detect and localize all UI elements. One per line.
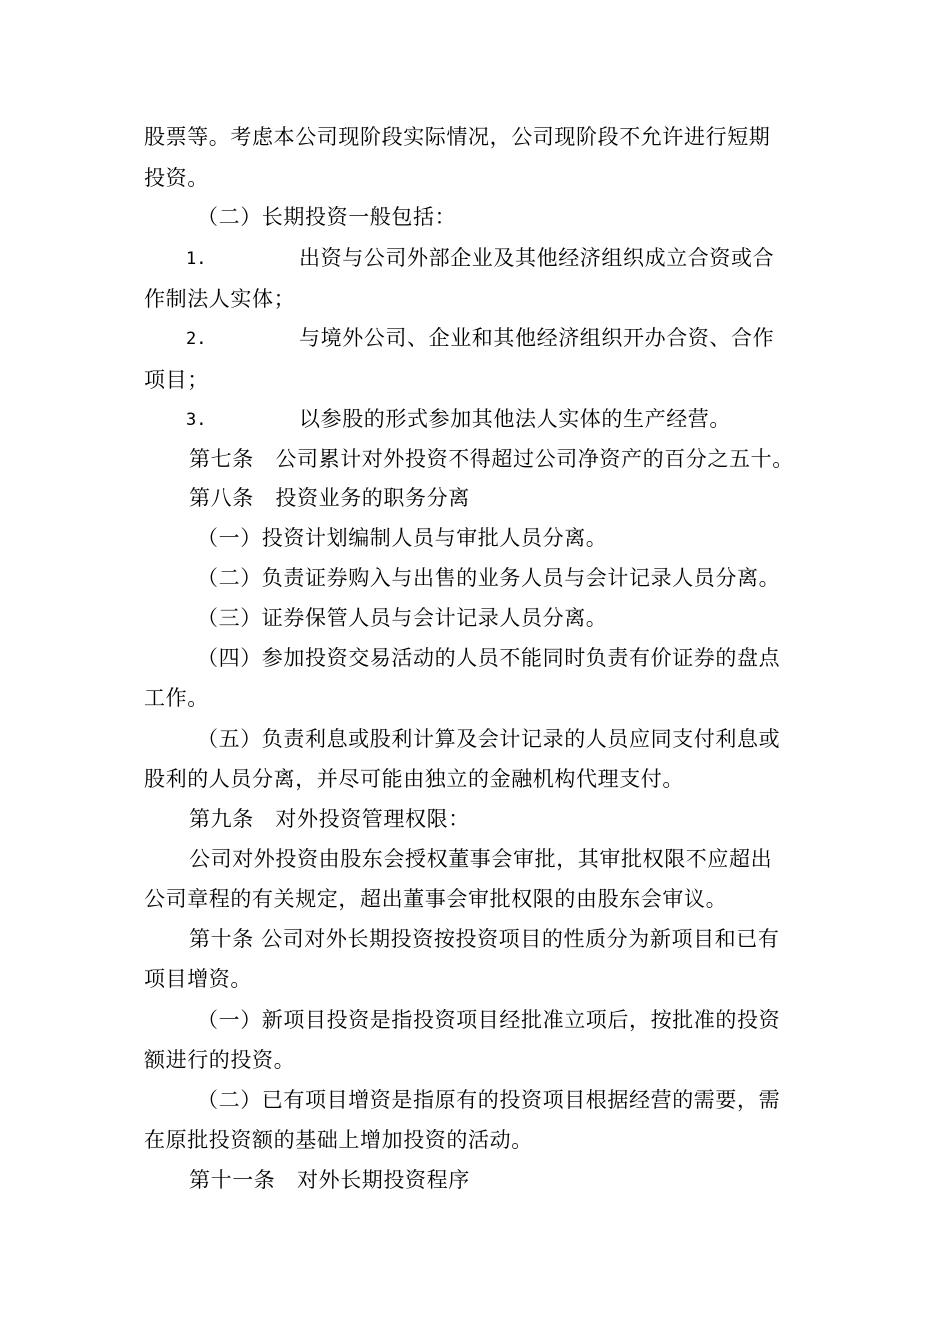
paragraph-line: 额进行的投资。 [144,1048,296,1072]
paragraph-line: 投资。 [144,166,209,190]
paragraph-line: （四）参加投资交易活动的人员不能同时负责有价证券的盘点 [197,646,781,670]
list-item-text: 以参股的形式参加其他法人实体的生产经营。 [299,407,731,431]
paragraph-line: 股票等。考虑本公司现阶段实际情况，公司现阶段不允许进行短期 [144,125,771,149]
list-number: 1. [186,249,207,269]
paragraph-line: （一）新项目投资是指投资项目经批准立项后，按批准的投资 [197,1008,781,1032]
article-line: 第七条 公司累计对外投资不得超过公司净资产的百分之五十。 [189,447,794,471]
list-number: 3. [186,410,207,430]
list-item-text: 与境外公司、企业和其他经济组织开办合资、合作 [299,326,775,350]
paragraph-line: （二）负责证券购入与出售的业务人员与会计记录人员分离。 [197,566,781,590]
article-line: 第十条 公司对外长期投资按投资项目的性质分为新项目和已有 [189,927,780,951]
paragraph-line: 工作。 [144,686,209,710]
article-heading: 第十一条 对外长期投资程序 [189,1168,470,1192]
paragraph-line: 公司对外投资由股东会授权董事会审批，其审批权限不应超出 [189,847,773,871]
paragraph-line: （三）证券保管人员与会计记录人员分离。 [197,606,608,630]
paragraph-line: （二）已有项目增资是指原有的投资项目根据经营的需要，需 [197,1088,781,1112]
article-heading: 第八条 投资业务的职务分离 [189,486,470,510]
paragraph-line: 股利的人员分离，并尽可能由独立的金融机构代理支付。 [144,767,684,791]
paragraph-line: 作制法人实体； [144,287,296,311]
list-number: 2. [186,329,207,349]
list-item-text: 出资与公司外部企业及其他经济组织成立合资或合 [299,246,775,270]
paragraph-line: （一）投资计划编制人员与审批人员分离。 [197,526,608,550]
paragraph-line: 公司章程的有关规定，超出董事会审批权限的由股东会审议。 [144,887,728,911]
article-heading: 第九条 对外投资管理权限： [189,807,470,831]
section-heading: （二）长期投资一般包括： [197,205,457,229]
paragraph-line: 在原批投资额的基础上增加投资的活动。 [144,1128,533,1152]
paragraph-line: 项目； [144,368,209,392]
paragraph-line: （五）负责利息或股利计算及会计记录的人员应同支付利息或 [197,727,781,751]
paragraph-line: 项目增资。 [144,967,252,991]
